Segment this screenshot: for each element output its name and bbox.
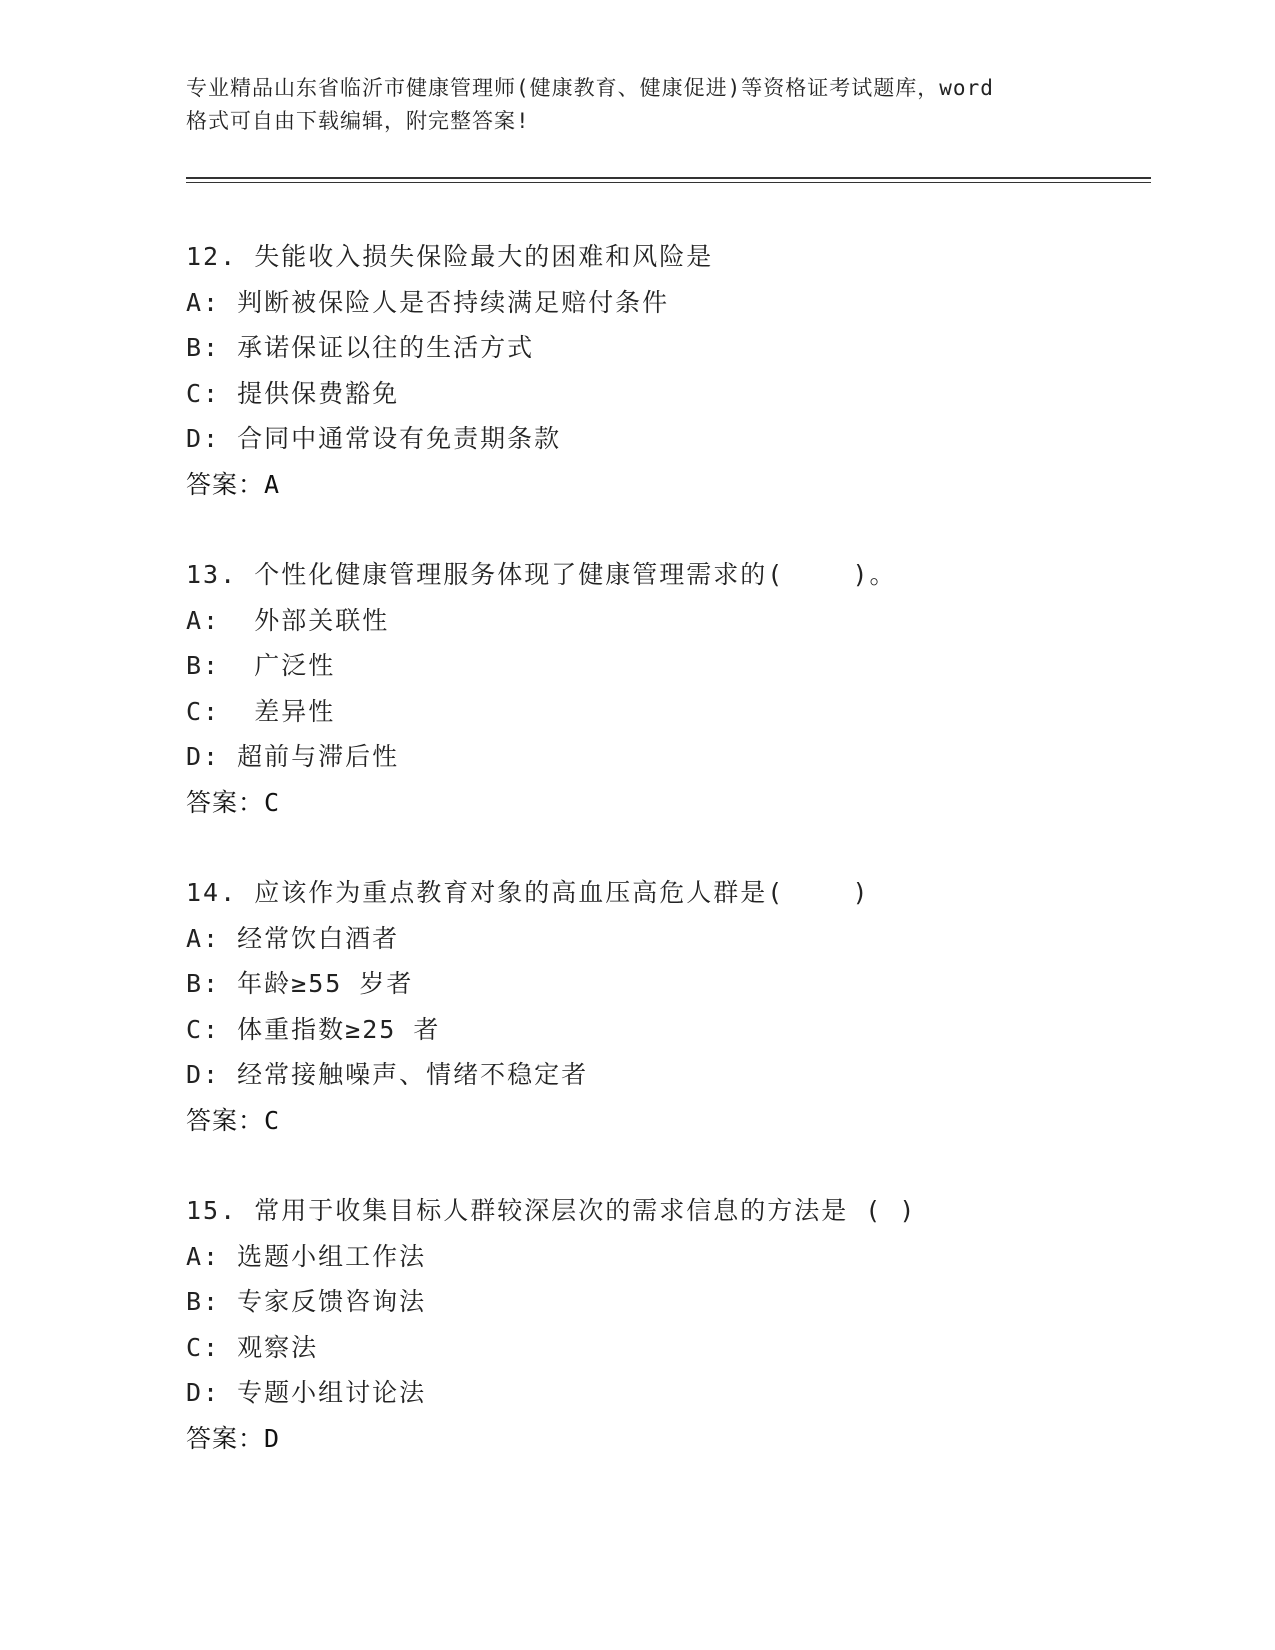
answer-label: 答案：A (186, 469, 281, 499)
header-line-2: 格式可自由下载编辑，附完整答案! (186, 109, 530, 133)
option-d: D: 经常接触噪声、情绪不稳定者 (186, 1060, 589, 1089)
option-b: B: 专家反馈咨询法 (186, 1287, 427, 1316)
option-a: A: 判断被保险人是否持续满足赔付条件 (186, 287, 670, 317)
question-13 (186, 552, 1146, 870)
question-stem: 15. 常用于收集目标人群较深层次的需求信息的方法是 ( ) (186, 1196, 917, 1225)
answer-label: 答案：C (186, 787, 281, 817)
option-a: A: 外部关联性 (186, 605, 390, 635)
question-15 (186, 1188, 1146, 1506)
option-c: C: 差异性 (186, 696, 336, 726)
question-12 (186, 234, 1146, 552)
question-stem: 13. 个性化健康管理服务体现了健康管理需求的( )。 (186, 560, 897, 589)
option-a: A: 经常饮白酒者 (186, 923, 400, 953)
option-d: D: 超前与滞后性 (186, 742, 400, 771)
option-d: D: 专题小组讨论法 (186, 1378, 427, 1407)
header-divider (186, 177, 1151, 183)
answer-label: 答案：C (186, 1105, 281, 1135)
question-14 (186, 870, 1146, 1188)
option-b: B: 年龄≥55 岁者 (186, 969, 414, 998)
option-b: B: 广泛性 (186, 651, 336, 680)
option-c: C: 观察法 (186, 1332, 319, 1362)
question-stem: 14. 应该作为重点教育对象的高血压高危人群是( ) (186, 878, 870, 907)
document-header (186, 72, 1086, 138)
option-b: B: 承诺保证以往的生活方式 (186, 333, 535, 362)
header-line-1: 专业精品山东省临沂市健康管理师(健康教育、健康促进)等资格证考试题库，word (186, 76, 994, 100)
option-c: C: 体重指数≥25 者 (186, 1014, 441, 1044)
question-stem: 12. 失能收入损失保险最大的困难和风险是 (186, 242, 714, 271)
option-d: D: 合同中通常设有免责期条款 (186, 424, 562, 453)
question-list (186, 234, 1146, 1506)
option-a: A: 选题小组工作法 (186, 1241, 427, 1271)
answer-label: 答案：D (186, 1423, 281, 1453)
option-c: C: 提供保费豁免 (186, 378, 400, 408)
